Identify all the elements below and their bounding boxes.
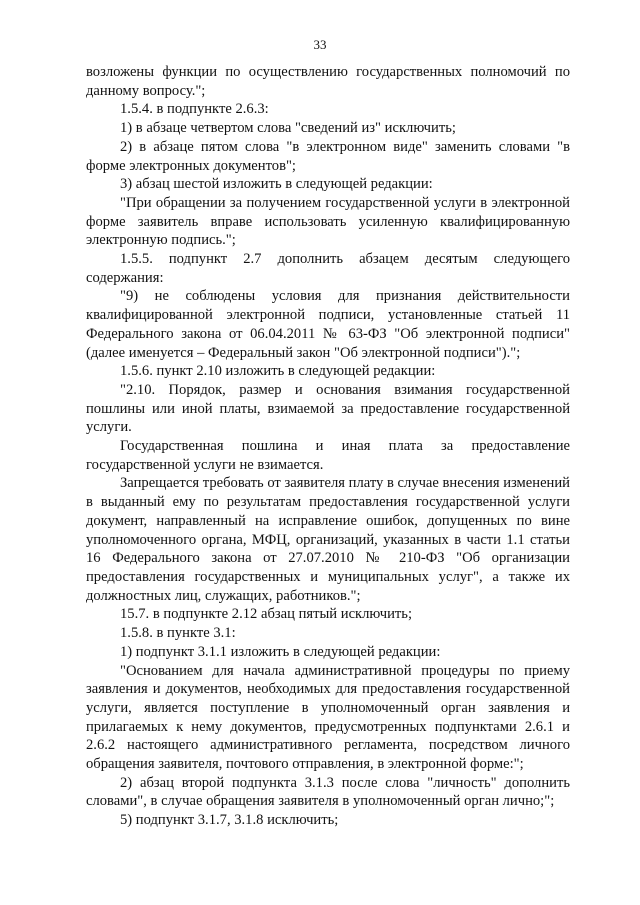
paragraph: 1.5.8. в пункте 3.1: <box>120 625 236 642</box>
paragraph: "9) не соблюдены условия для признания действительности квалифицированной электронной подписи, установленные статьей 11 Федерального закона от 06.04.2011 № 63-ФЗ "Об электронной подписи" (далее именуется – Федеральный закон "Об электронной подписи")."; <box>86 288 570 361</box>
paragraph: 1.5.5. подпункт 2.7 дополнить абзацем десятым следующего содержания: <box>86 251 570 286</box>
paragraph: возложены функции по осуществлению государственных полномочий по данному вопросу."; <box>86 64 570 99</box>
page-number: 33 <box>313 37 327 52</box>
paragraph: "2.10. Порядок, размер и основания взимания государственной пошлины или иной платы, взимаемой за предоставление государственной услуги. <box>86 381 570 436</box>
paragraph: 2) в абзаце пятом слова "в электронном виде" заменить словами "в форме электронных документов"; <box>86 138 570 174</box>
paragraph: 1.5.4. в подпункте 2.6.3: <box>120 101 269 118</box>
paragraph: 5) подпункт 3.1.7, 3.1.8 исключить; <box>120 812 339 829</box>
paragraph: 3) абзац шестой изложить в следующей редакции: <box>120 176 433 193</box>
paragraph: "Основанием для начала административной процедуры по приему заявления и документов, необходимых для предоставления государственной услуги, является поступление в уполномоченный орган заявления и прилагаемых к нему документов, предусмотренных подпунктами 2.6.1 и 2.6.2 настоящего административного регламента, посредством личного обращения заявителя, почтового отправления, в электронной форме:"; <box>86 662 570 773</box>
document-body <box>86 63 570 830</box>
paragraph: 1.5.6. пункт 2.10 изложить в следующей редакции: <box>120 363 436 380</box>
paragraph: 1) подпункт 3.1.1 изложить в следующей редакции: <box>120 643 441 660</box>
paragraph: 15.7. в подпункте 2.12 абзац пятый исключить; <box>120 606 413 623</box>
paragraph: "При обращении за получением государственной услуги в электронной форме заявитель вправе использовать усиленную квалифицированную электронную подпись."; <box>86 194 570 249</box>
paragraph: 2) абзац второй подпункта 3.1.3 после слова "личность" дополнить словами", в случае обращения заявителя в уполномоченный орган лично;"; <box>86 774 570 810</box>
paragraph: 1) в абзаце четвертом слова "сведений из" исключить; <box>120 120 456 137</box>
paragraph: Государственная пошлина и иная плата за предоставление государственной услуги не взимается. <box>86 438 570 473</box>
paragraph: Запрещается требовать от заявителя плату в случае внесения изменений в выданный ему по результатам предоставления государственной услуги документ, направленный на исправление ошибок, допущенных по вине уполномоченного органа, МФЦ, организаций, указанных в части 1.1 статьи 16 Федерального закона от 27.07.2010 № 210-ФЗ "Об организации предоставления государственных и муниципальных услуг", а также их должностных лиц, служащих, работников."; <box>86 475 570 604</box>
